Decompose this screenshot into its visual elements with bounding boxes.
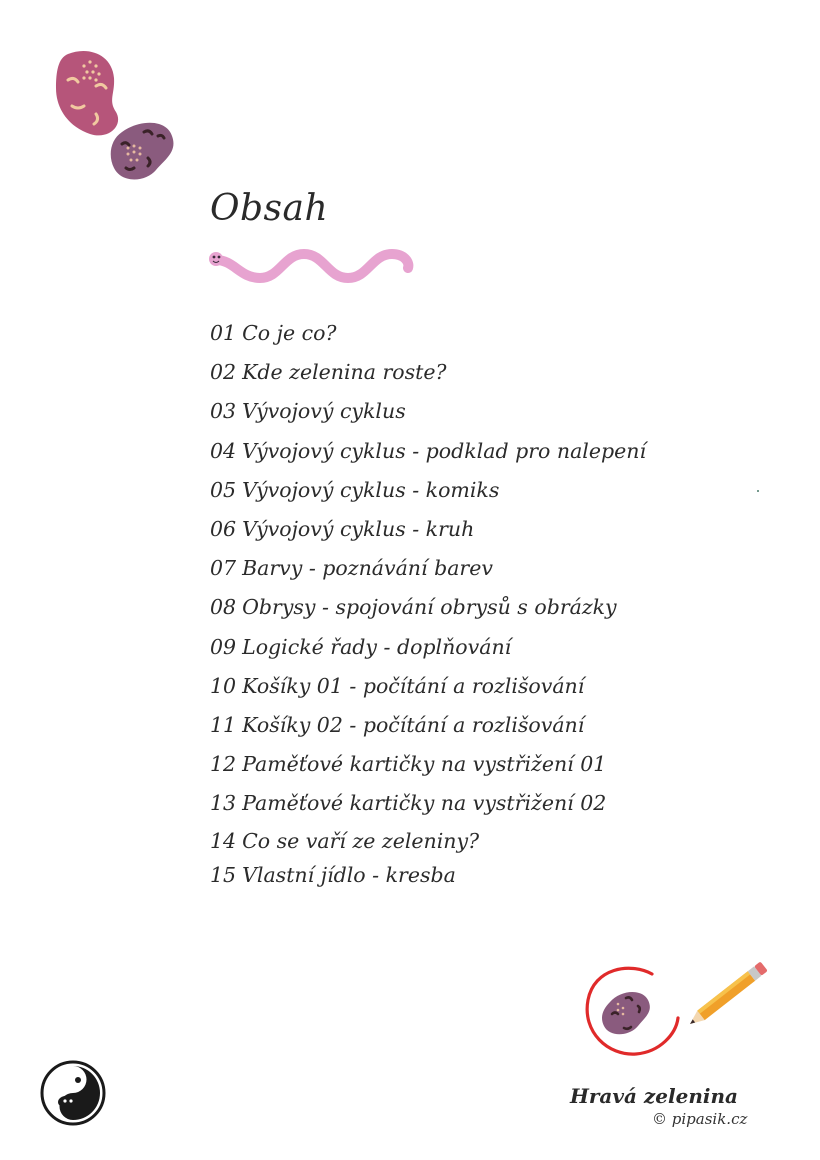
toc-item[interactable] <box>210 706 646 745</box>
toc-item[interactable] <box>210 314 646 353</box>
toc-item[interactable] <box>210 824 646 858</box>
toc-item-title: Vlastní jídlo - kresba <box>242 862 456 887</box>
table-of-contents <box>210 314 646 892</box>
purple-potato-icon <box>108 118 180 184</box>
toc-item-title: Košíky 01 - počítání a rozlišování <box>242 673 585 698</box>
toc-item-title: Obrysy - spojování obrysů s obrázky <box>242 595 617 620</box>
toc-item-title: Barvy - poznávání barev <box>242 556 493 581</box>
toc-item-title: Vývojový cyklus <box>242 399 406 424</box>
toc-item-title: Vývojový cyklus - komiks <box>242 477 500 502</box>
toc-item-number: 02 <box>210 360 237 385</box>
toc-item-number: 13 <box>210 791 237 816</box>
toc-item-title: Košíky 02 - počítání a rozlišování <box>242 713 585 738</box>
worm-icon <box>206 246 420 286</box>
toc-item-number: 06 <box>210 517 237 542</box>
toc-item-title: Paměťové kartičky na vystřižení 02 <box>242 791 607 816</box>
toc-item-number: 12 <box>210 752 237 777</box>
copyright-text: © pipasik.cz <box>652 1110 748 1128</box>
toc-item[interactable] <box>210 510 646 549</box>
toc-item-title: Co je co? <box>242 321 337 345</box>
toc-item[interactable] <box>210 628 646 667</box>
toc-item[interactable] <box>210 432 646 471</box>
toc-item-number: 04 <box>210 438 237 463</box>
toc-item[interactable] <box>210 667 646 706</box>
toc-item-number: 07 <box>210 556 237 581</box>
stray-dot <box>757 490 759 492</box>
toc-item-title: Co se vaří ze zeleniny? <box>242 828 480 853</box>
toc-item-number: 03 <box>210 399 237 424</box>
toc-item[interactable] <box>210 588 646 627</box>
toc-item[interactable] <box>210 353 646 392</box>
brand-title: Hravá zelenina <box>570 1084 738 1108</box>
toc-item[interactable] <box>210 784 646 823</box>
toc-item[interactable] <box>210 745 646 784</box>
page-title: Obsah <box>210 188 329 229</box>
toc-item-title: Vývojový cyklus - kruh <box>242 517 475 542</box>
potato-circle-pencil-icon <box>580 962 770 1062</box>
toc-item-number: 01 <box>210 321 237 345</box>
toc-item-title: Kde zelenina roste? <box>242 360 447 385</box>
toc-item-number: 14 <box>210 828 237 853</box>
toc-item[interactable] <box>210 471 646 510</box>
pipasik-logo-icon <box>38 1058 108 1128</box>
toc-item-number: 10 <box>210 673 237 698</box>
toc-item-number: 08 <box>210 595 237 620</box>
toc-item[interactable] <box>210 392 646 431</box>
toc-item-number: 11 <box>210 713 237 738</box>
toc-item-title: Paměťové kartičky na vystřižení 01 <box>242 752 607 777</box>
toc-item-title: Logické řady - doplňování <box>242 634 512 659</box>
toc-item[interactable] <box>210 549 646 588</box>
toc-item-title: Vývojový cyklus - podklad pro nalepení <box>242 438 647 463</box>
toc-item[interactable] <box>210 858 646 892</box>
toc-item-number: 15 <box>210 862 237 887</box>
toc-item-number: 05 <box>210 477 237 502</box>
toc-item-number: 09 <box>210 634 237 659</box>
